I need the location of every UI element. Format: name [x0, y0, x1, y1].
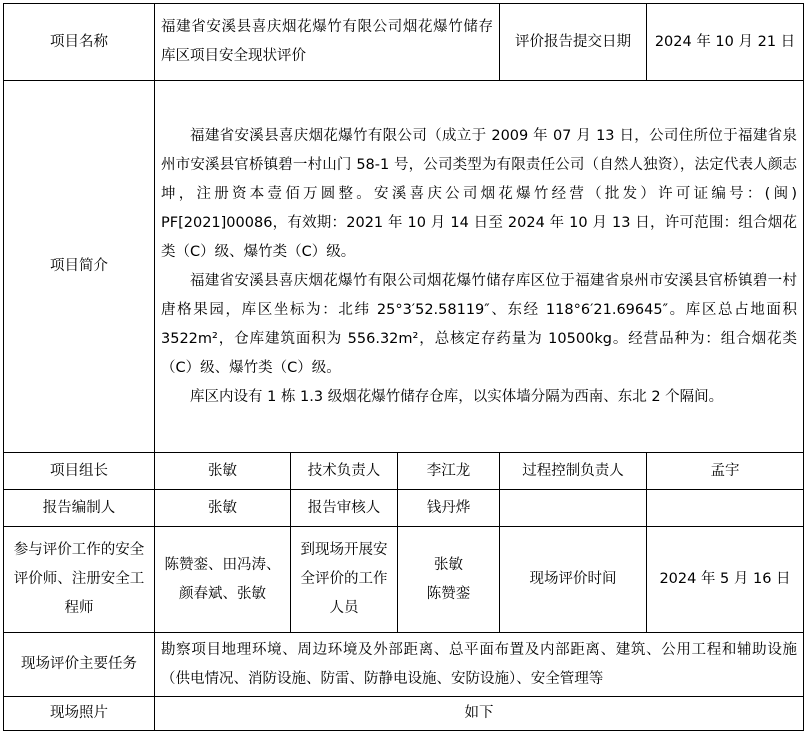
- project-leader-label: 项目组长: [4, 453, 155, 490]
- process-control-label: 过程控制负责人: [500, 453, 647, 490]
- report-date-label: 评价报告提交日期: [500, 4, 647, 81]
- main-tasks-value: 勘察项目地理环境、周边环境及外部距离、总平面布置及内部距离、建筑、公用工程和辅助设施（供电情况、消防设施、防雷、防静电设施、安防设施）、安全管理等: [155, 633, 804, 697]
- report-date-value: 2024 年 10 月 21 日: [647, 4, 804, 81]
- onsite-staff-label: 到现场开展安全评价的工作人员: [291, 527, 398, 633]
- row-project-leader: [4, 453, 804, 490]
- onsite-time-label: 现场评价时间: [500, 527, 647, 633]
- main-tasks-label: 现场评价主要任务: [4, 633, 155, 697]
- project-intro-label: 项目简介: [4, 81, 155, 453]
- empty-cell: [647, 490, 804, 527]
- project-name-value: 福建省安溪县喜庆烟花爆竹有限公司烟花爆竹储存库区项目安全现状评价: [155, 4, 500, 81]
- row-main-tasks: [4, 633, 804, 697]
- intro-paragraph: 库区内设有 1 栋 1.3 级烟花爆竹储存仓库，以实体墙分隔为西南、东北 2 个隔间。: [190, 388, 724, 405]
- process-control-value: 孟宇: [647, 453, 804, 490]
- onsite-staff-value: [398, 527, 500, 633]
- participants-value: 陈赞銮、田冯涛、颜春斌、张敏: [155, 527, 291, 633]
- tech-lead-value: 李江龙: [398, 453, 500, 490]
- row-site-photos: [4, 697, 804, 731]
- row-participants: [4, 527, 804, 633]
- report-editor-label: 报告编制人: [4, 490, 155, 527]
- row-project-intro: [4, 81, 804, 453]
- onsite-staff-name: 张敏: [434, 556, 463, 573]
- evaluation-info-table: [3, 3, 804, 731]
- site-photos-value: 如下: [155, 697, 804, 731]
- row-project-name: [4, 4, 804, 81]
- onsite-time-value: 2024 年 5 月 16 日: [647, 527, 804, 633]
- report-reviewer-value: 钱丹烨: [398, 490, 500, 527]
- row-report-editor: [4, 490, 804, 527]
- intro-paragraph: 福建省安溪县喜庆烟花爆竹有限公司（成立于 2009 年 07 月 13 日，公司住所位于福建省泉州市安溪县官桥镇碧一村山门 58-1 号，公司类型为有限责任公司（自然人独资），法定代表人颜志坤，注册资本壹佰万圆整。安溪喜庆公司烟花爆竹经营（批发）许可证编号：(闽) PF[2021]00086，有效期：2021 年 10 月 14 日至 2024 年 10 月 13 日，许可范围：组合烟花类（C）级、爆竹类（C）级。: [161, 127, 797, 260]
- participants-label: 参与评价工作的安全评价师、注册安全工程师: [4, 527, 155, 633]
- report-reviewer-label: 报告审核人: [291, 490, 398, 527]
- onsite-staff-name: 陈赞銮: [426, 585, 471, 602]
- intro-paragraph: 福建省安溪县喜庆烟花爆竹有限公司烟花爆竹储存库区位于福建省泉州市安溪县官桥镇碧一村唐格果园，库区坐标为：北纬 25°3′52.58119″、东经 118°6′21.69645″。库区总占地面积 3522m²，仓库建筑面积为 556.32m²，总核定存药量为 10500kg。经营品种为：组合烟花类（C）级、爆竹类（C）级。: [161, 272, 797, 376]
- site-photos-label: 现场照片: [4, 697, 155, 731]
- report-editor-value: 张敏: [155, 490, 291, 527]
- project-intro-content: [155, 81, 804, 453]
- empty-cell: [500, 490, 647, 527]
- tech-lead-label: 技术负责人: [291, 453, 398, 490]
- project-leader-value: 张敏: [155, 453, 291, 490]
- project-name-label: 项目名称: [4, 4, 155, 81]
